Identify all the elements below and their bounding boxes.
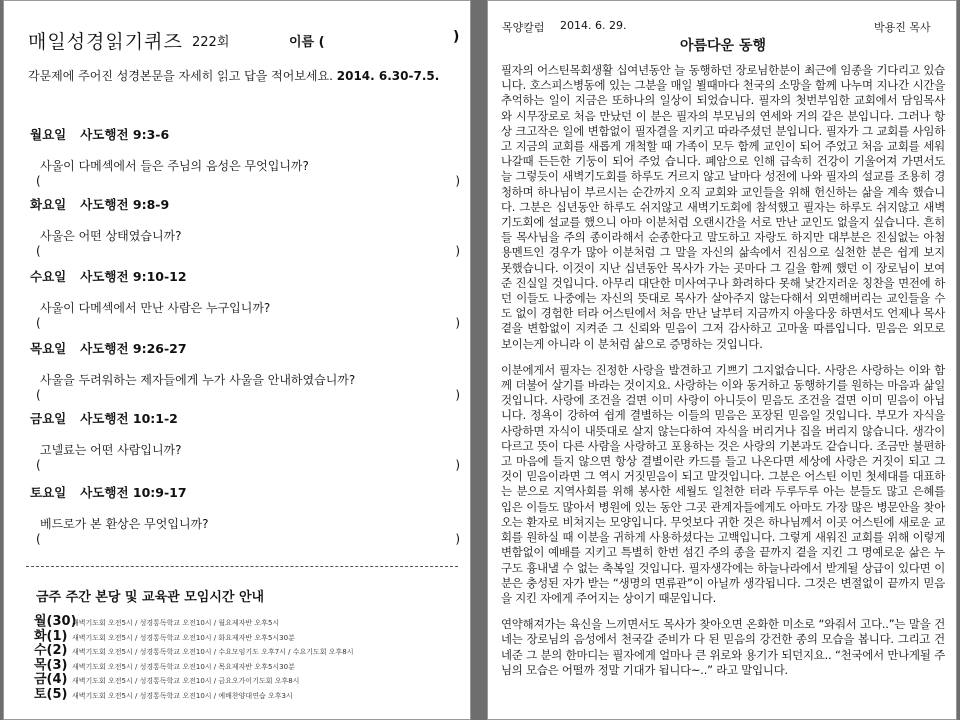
quiz-day-friday [30, 409, 460, 472]
quiz-instruction [28, 67, 439, 84]
answer-close-paren: ) [455, 174, 460, 188]
day-label: 토요일 [30, 485, 67, 500]
name-field-label: 이름 ( [289, 35, 325, 50]
schedule-day: 월(30) [34, 614, 77, 629]
answer-close-paren: ) [455, 316, 460, 330]
answer-blank[interactable] [36, 532, 460, 546]
scripture-reference: 사도행전 9:8-9 [80, 197, 170, 212]
schedule-items: 새벽기도회 오전5시 / 성경통독학교 오전10시 / 수요모임기도 오후7시 / 수요기도회 오후8시 [72, 648, 354, 657]
schedule-day: 금(4) [34, 672, 68, 688]
day-label: 월요일 [30, 127, 67, 142]
schedule-day: 목(3) [34, 657, 68, 673]
answer-blank[interactable] [36, 458, 460, 472]
quiz-title: 매일성경읽기퀴즈 [28, 31, 183, 53]
schedule-items: 새벽기도회 오전5시 / 성경통독학교 오전10시 / 목요제자반 오후5시30분 [72, 662, 295, 671]
schedule-items: 새벽기도회 오전5시 / 성경통독학교 오전10시 / 월요제자반 오후5시 [72, 619, 280, 627]
column-paragraph: 이분에게서 필자는 진정한 사랑을 발견하고 기쁘기 그지없습니다. 사랑은 사랑하는 이와 함께 더불어 살기를 바라는 것이지요. 사랑하는 이와 동거하고 동행하기를 원하는 마음과 삶일 것입니다. 사랑에 조건을 걸면 이미 사랑이 아니듯이 믿음도 조건을 걸면 이미 믿음이 아닙니다. 정욕이 강하여 쉽게 결별하는 이들의 믿음은 포장된 믿음일 것입니다. 부모가 자식을 사랑하면 자식이 내뜻대로 살지 않는다하여 자식을 버리거나 집을 버리지 않습니다. 생각이 다르고 뜻이 다른 사람을 사랑하고 포용하는 것은 사랑의 기본과도 같습니다. 조금만 불편하고 마음에 들지 않으면 항상 결별이란 카드를 들고 나온다면 세상에 사랑은 거짓이 되고 그것이 믿음이라면 그 역시 거짓믿음이 되고 말것입니다. 그분은 어스틴 이민 첫세대를 대표하는 분으로 지역사회를 위해 봉사한 세월도 일천한 터라 두루두루 아는 분들도 많고 은혜를 입은 이들도 많아서 병원에 있는 동안 그곳 관계자들에게도 아마도 가장 많은 병문안을 찾아오는 환자로 비쳐지는 모양입니다. 무엇보다 귀한 것은 하나님께서 이곳 어스틴에 새로운 교회를 원하실 때 이분을 귀하게 사용하셨다는 고백입니다. 그렇게 새워진 교회를 위해 이렇게 변함없이 예배를 지키고 특별히 한번 섬긴 주의 종을 끝까지 곁을 지킨 그 명예로운 삶은 누구도 흉내낼 수 없는 축복일 것입니다. 필자생각에는 하늘나라에서 받게될 상급이 있다면 이 분은 충성된 자가 받는 “생명의 면류관”이 아닐까 생각됩니다. 그것은 변절없이 끝까지 믿음을 지킨 자에게 주어지는 상이기 때문입니다. [501, 362, 945, 605]
answer-blank[interactable] [36, 388, 460, 402]
question-text: 사울을 두려워하는 제자들에게 누가 사울을 안내하였습니까? [40, 373, 356, 387]
schedule-day: 화(1) [34, 628, 68, 644]
scripture-reference: 사도행전 9:10-12 [80, 269, 187, 284]
scripture-reference: 사도행전 9:26-27 [80, 341, 187, 356]
quiz-page [3, 0, 471, 720]
question-text: 베드로가 본 환상은 무엇입니까? [40, 517, 209, 531]
answer-close-paren: ) [455, 244, 460, 258]
day-heading [30, 339, 460, 357]
answer-open-paren: ( [36, 174, 41, 188]
schedule-title: 금주 주간 본당 및 교육관 모임시간 안내 [36, 590, 265, 605]
quiz-day-monday [30, 125, 460, 188]
day-label: 수요일 [30, 269, 67, 284]
column-date: 2014. 6. 29. [560, 19, 627, 32]
day-heading [30, 483, 460, 501]
quiz-day-saturday [30, 483, 460, 546]
schedule-day: 토(5) [34, 686, 68, 702]
schedule-items: 새벽기도회 오전5시 / 성경통독학교 오전10시 / 예배찬양대연습 오후3시 [72, 691, 293, 700]
answer-open-paren: ( [36, 458, 41, 472]
day-heading [30, 195, 460, 213]
day-label: 금요일 [30, 411, 67, 426]
schedule-row [34, 642, 464, 657]
name-field-close: ) [453, 29, 460, 45]
column-label: 목양칼럼 [502, 21, 545, 34]
quiz-day-tuesday [30, 195, 460, 258]
column-paragraph: 연약해져가는 육신을 느끼면서도 목사가 찾아오면 온화한 미소로 “와줘서 고다..”는 말을 건네는 장로님의 음성에서 천국갈 준비가 다 된 믿음의 강건한 종의 모습을 봅니다. 그리고 건네준 그 분의 한마디는 필자에게 얼마나 큰 위로와 용기가 되던지요.. “천국에서 만나게될 주님의 모습은 어떨까 정말 기대가 됩니다~..” 라고 말입니다. [501, 617, 945, 677]
schedule-day: 수(2) [34, 643, 68, 659]
column-author: 박용진 목사 [874, 21, 931, 34]
schedule-row [34, 613, 464, 628]
section-divider [26, 566, 458, 567]
answer-open-paren: ( [36, 316, 41, 330]
instruction-text: 각문제에 주어진 성경본문을 자세히 읽고 답을 적어보세요. [28, 69, 333, 83]
schedule-row [34, 657, 464, 672]
column-title: 아름다운 동행 [679, 38, 767, 54]
day-label: 화요일 [30, 197, 67, 212]
day-heading [30, 409, 460, 427]
question-text: 고넬료는 어떤 사람입니까? [40, 443, 182, 457]
column-page [487, 0, 957, 720]
schedule-row [34, 628, 464, 643]
answer-open-paren: ( [36, 244, 41, 258]
answer-close-paren: ) [455, 458, 460, 472]
scripture-reference: 사도행전 10:1-2 [80, 411, 178, 426]
column-body [501, 63, 945, 689]
question-text: 사울이 다메섹에서 만난 사람은 누구입니까? [40, 301, 271, 315]
day-heading [30, 267, 460, 285]
answer-open-paren: ( [36, 388, 41, 402]
answer-close-paren: ) [455, 388, 460, 402]
column-paragraph: 필자의 어스틴목회생활 십여년동안 늘 동행하던 장로님한분이 최근에 임종을 기다리고 있습니다. 호스피스병동에 있는 그분을 매일 뵐때마다 천국의 소망을 함께 나누며 지나간 시간을 추억하는 일이 지금은 또하나의 일상이 되었습니다. 필자의 첫번부임한 교회에서 담임목사와 시무장로로 처음 만났던 이 분은 필자의 부모님의 연세와 거의 같은 분입니다. 그러나 항상 크고작은 일에 변함없이 필자결을 지키고 따라주셨던 분입니다. 필자가 그 교회를 사임하고 지금의 교회를 새롭게 개척할 때 가족이 모두 함께 교인이 되어 주었고 처음 교회를 세워나갈때 든든한 기둥이 되어 주었 습니다. 폐암으로 인해 급속히 건강이 기울어져 가면서도 늘 그렇듯이 새벽기도회를 하루도 거르지 않고 날마다 성전에 나와 필자의 설교를 조용히 경청하며 하나님이 부르시는 순간까지 오직 교회와 교인들을 위해 헌신하는 삶을 계속 했습니다. 그분은 십년동안 하루도 쉬지않고 새벽기도회에 참석했고 필자는 하루도 쉬지않고 새벽기도회에 설교를 했으니 아마 이분처럼 오랜시간을 서로 만난 교인도 없을지 싶습니다. 흔히들 목사님을 주의 종이라해서 순종한다고 말도하고 자랑도 하지만 대부분은 진심없는 아첨용멘트인 경우가 많아 이분처럼 그 말을 자신의 삶속에서 진심으로 실천한 분은 쉽게 보지 못했습니다. 이것이 지난 십년동안 목사가 가는 곳마다 그 길을 함께 했던 이 장로님이 보여준 진실일 것입니다. 아무리 대단한 미사여구나 화려하다 못해 낯간지러운 칭찬을 면전에 하던 이들도 나중에는 자신의 뜻대로 목사가 살아주지 않는다해서 외면해버리는 교인들을 수도 없이 경험한 터라 어스틴에서 처음 만난 날부터 지금까지 아울다웅 하면서도 언제나 목사곁을 변함없이 지켜준 그 신뢰와 믿음이 그저 감사하고 고마울 따름입니다. 믿음은 외모로 보이는게 아니라 이 분처럼 삶으로 증명하는 것입니다. [501, 63, 945, 351]
scripture-reference: 사도행전 10:9-17 [80, 485, 187, 500]
quiz-day-wednesday [30, 267, 460, 330]
answer-blank[interactable] [36, 316, 460, 330]
schedule-row [34, 686, 464, 701]
quiz-day-thursday [30, 339, 460, 402]
day-label: 목요일 [30, 341, 67, 356]
question-text: 사울은 어떤 상태였습니까? [40, 229, 182, 243]
answer-open-paren: ( [36, 532, 41, 546]
schedule-items: 새벽기도회 오전5시 / 성경통독학교 오전10시 / 금요오가이기도회 오후8시 [72, 677, 300, 686]
instruction-dates: 2014. 6.30-7.5. [336, 69, 440, 83]
schedule-row [34, 671, 464, 686]
schedule-list [34, 613, 464, 701]
schedule-items: 새벽기도회 오전5시 / 성경통독학교 오전10시 / 화요제자반 오후5시30분 [72, 633, 295, 642]
answer-blank[interactable] [36, 174, 460, 188]
question-text: 사울이 다메섹에서 들은 주님의 음성은 무엇입니까? [40, 159, 309, 173]
answer-close-paren: ) [455, 532, 460, 546]
day-heading [30, 125, 460, 143]
quiz-round: 222회 [192, 35, 230, 50]
scripture-reference: 사도행전 9:3-6 [80, 127, 170, 142]
answer-blank[interactable] [36, 244, 460, 258]
